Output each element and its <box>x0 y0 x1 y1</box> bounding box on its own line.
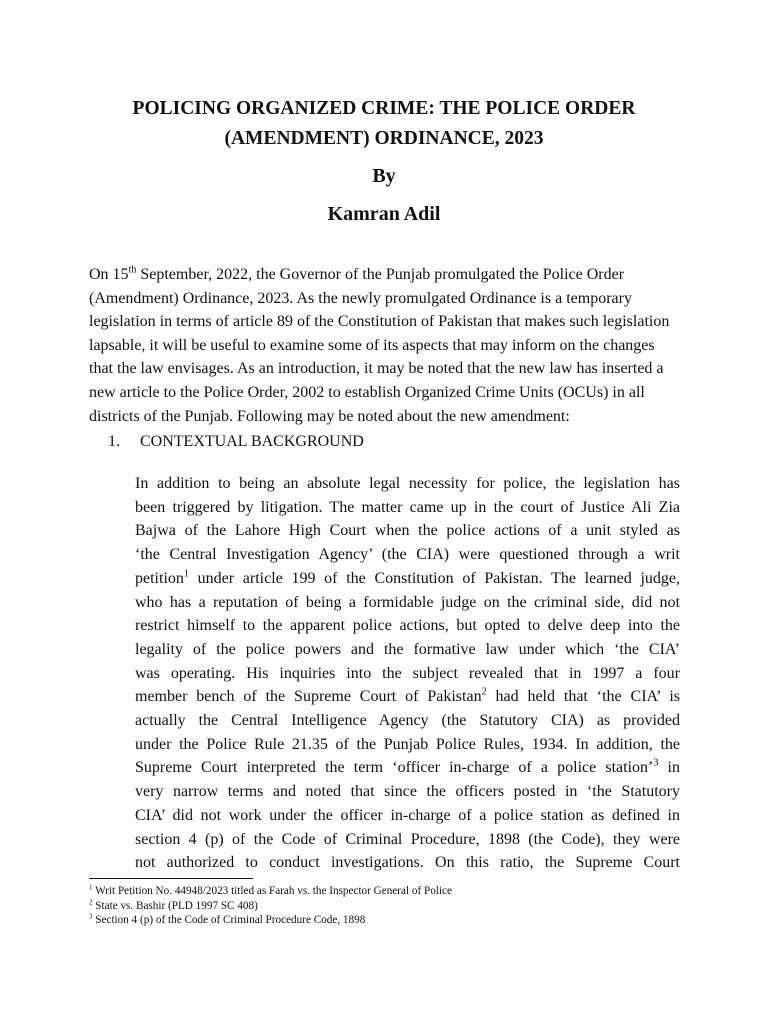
body-line: legality of the police powers and the formative law under which ‘the CIA’ <box>135 640 680 658</box>
footnote-text: State vs. Bashir (PLD 1997 SC 408) <box>92 899 258 912</box>
footnote-ref-2[interactable]: 2 <box>481 687 487 698</box>
footnote-2 <box>89 899 689 914</box>
footnote-number: 1 <box>89 883 93 892</box>
author-name: Kamran Adil <box>327 203 441 225</box>
body-line: actually the Central Intelligence Agency (the Statutory CIA) as provided <box>135 712 680 730</box>
intro-text: September, 2022, the Governor of the Punjab promulgated the Police Order (Amendment) Ordinance, 2023. As the newly promulgated Ordinance is a temporary legislation in terms of article 89 of the Constitution of Pakistan that makes such legislation lapsable, it will be useful to examine some of its aspects that may inform on the changes that the law envisages. As an introduction, it may be noted that the new law has inserted a new article to the Police Order, 2002 to establish Organized Crime Units (OCUs) in all districts of the Punjab. Following may be noted about the new amendment: <box>89 266 670 425</box>
footnote-ref-3[interactable]: 3 <box>653 758 659 770</box>
body-line: was operating. His inquiries into the subject revealed that in 1997 a four <box>135 664 680 682</box>
body-line: who has a reputation of being a formidable judge on the criminal side, did not <box>135 593 680 611</box>
footnote-number: 2 <box>89 897 93 906</box>
footnote-text: Section 4 (p) of the Code of Criminal Procedure Code, 1898 <box>92 914 366 926</box>
body-text: under article 199 of the Constitution of Pakistan. The learned judge, <box>188 569 680 587</box>
body-text: in <box>658 759 680 777</box>
body-text: had held that ‘the CIA’ is <box>486 688 681 706</box>
intro-lead-superscript: th <box>128 264 137 276</box>
title-line-2: (AMENDMENT) ORDINANCE, 2023 <box>224 128 544 149</box>
body-line: section 4 (p) of the Code of Criminal Procedure, 1898 (the Code), they were <box>135 830 680 848</box>
body-line: not authorized to conduct investigations. On this ratio, the Supreme Court <box>135 854 680 872</box>
body-text: Supreme Court interpreted the term ‘officer in-charge of a police station’ <box>135 759 654 777</box>
section-body <box>135 472 680 875</box>
body-line-with-ref <box>135 756 680 780</box>
footnotes <box>89 884 689 928</box>
footnote-separator <box>89 878 253 879</box>
body-line: very narrow terms and noted that since the officers posted in ‘the Statutory <box>135 783 680 801</box>
footnote-3 <box>89 913 689 928</box>
body-text: petition <box>135 569 184 587</box>
footnote-ref-1[interactable]: 1 <box>183 568 189 580</box>
body-line: ‘the Central Investigation Agency’ (the CIA) were questioned through a writ <box>135 546 680 564</box>
section-number: 1. <box>108 433 120 450</box>
section-title: CONTEXTUAL BACKGROUND <box>140 433 364 450</box>
body-line: CIA’ did not work under the officer in-charge of a police station as defined in <box>135 806 680 824</box>
intro-paragraph <box>89 263 680 428</box>
footnote-number: 3 <box>89 912 93 921</box>
body-line: under the Police Rule 21.35 of the Punjab Police Rules, 1934. In addition, the <box>135 735 680 753</box>
body-line-with-ref <box>135 685 680 709</box>
intro-lead: On 15 <box>89 266 129 283</box>
title-line-1: POLICING ORGANIZED CRIME: THE POLICE ORDER <box>132 98 636 119</box>
body-text: member bench of the Supreme Court of Pakistan <box>135 688 482 706</box>
body-line: In addition to being an absolute legal necessity for police, the legislation has <box>135 475 680 492</box>
document-title <box>60 94 708 154</box>
section-heading <box>108 430 364 454</box>
footnote-1 <box>89 884 689 899</box>
body-line: been triggered by litigation. The matter came up in the court of Justice Ali Zia <box>135 498 680 516</box>
byline-by: By <box>372 165 396 187</box>
body-line-with-ref <box>135 567 680 591</box>
body-line: Bajwa of the Lahore High Court when the police actions of a unit styled as <box>135 522 680 540</box>
footnote-text: Writ Petition No. 44948/2023 titled as Farah vs. the Inspector General of Police <box>92 885 452 897</box>
body-line: restrict himself to the apparent police actions, but opted to delve deep into the <box>135 617 680 635</box>
